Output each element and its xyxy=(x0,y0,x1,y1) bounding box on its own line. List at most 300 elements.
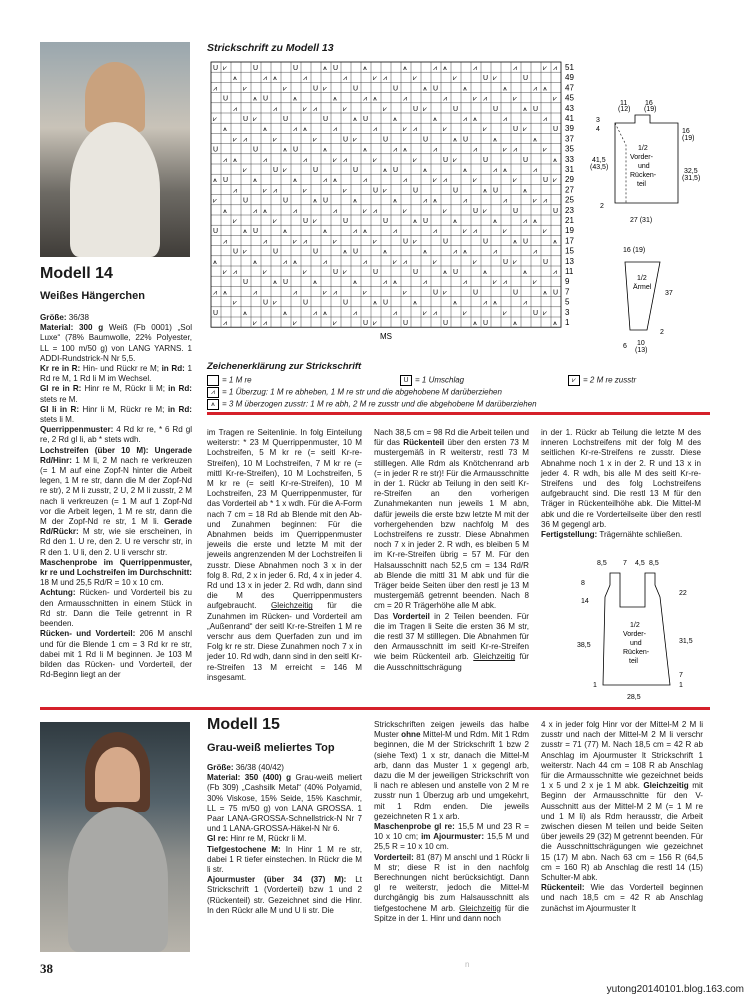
stitch-symbol: ⩘ xyxy=(433,309,437,317)
stitch-symbol: ⩘ xyxy=(363,95,367,103)
stitch-symbol: ⩘ xyxy=(533,85,537,93)
paragraph: Ajourmuster (über 34 (37) M): Lt Strickschrift 1 (Vorderteil) bzw 1 und 2 (Rückenteil) str. Gezeichnet sind die Hinr. In den Rückr alle M und U li str. Die xyxy=(207,875,362,915)
stitch-symbol: ⩘ xyxy=(493,167,497,174)
stitch-symbol: ⩗ xyxy=(553,177,557,185)
stitch-symbol: U xyxy=(513,207,519,215)
stitch-symbol: ⩗ xyxy=(443,207,447,215)
stitch-symbol: ⩘ xyxy=(263,238,267,246)
stitch-symbol: U xyxy=(483,320,489,327)
dim-label: (43,5) xyxy=(590,164,609,171)
stitch-symbol: ⩗ xyxy=(513,177,517,185)
stitch-symbol: ⩗ xyxy=(473,258,477,266)
row-number: 15 xyxy=(565,246,574,256)
legend-text: = 1 Überzug: 1 M re abheben, 1 M re str und die abgehobene M darüberziehen xyxy=(222,387,502,397)
dim-label: (12) xyxy=(618,106,631,113)
dim-label: und xyxy=(630,640,642,647)
stitch-symbol: U xyxy=(393,85,399,93)
stitch-symbol: U xyxy=(483,156,489,164)
stitch-symbol: ⩘ xyxy=(473,146,477,154)
stitch-symbol: ⩘ xyxy=(483,299,487,307)
stitch-symbol: ⩚ xyxy=(473,116,477,123)
stitch-symbol: U xyxy=(483,75,489,83)
row-number: 17 xyxy=(565,236,574,246)
stitch-symbol: U xyxy=(333,269,339,276)
dim-label: 2 xyxy=(660,329,664,336)
stitch-symbol: ⩘ xyxy=(393,228,397,236)
row-number: 43 xyxy=(565,103,574,113)
stitch-symbol: ⩗ xyxy=(503,228,507,236)
stitch-symbol: ⩚ xyxy=(453,299,457,307)
stitch-symbol: ⩚ xyxy=(493,218,497,225)
knitting-chart xyxy=(207,60,574,355)
stitch-symbol: ⩘ xyxy=(473,228,477,236)
stitch-symbol: ⩚ xyxy=(333,177,337,185)
stitch-symbol: ⩗ xyxy=(243,167,247,174)
stitch-symbol: ⩚ xyxy=(243,309,247,317)
stitch-symbol: ⩗ xyxy=(363,207,367,215)
paragraph: Größe: 36/38 xyxy=(40,313,90,322)
stitch-symbol: ⩗ xyxy=(303,187,307,195)
stitch-symbol: ⩘ xyxy=(523,218,527,225)
stitch-symbol: U xyxy=(313,85,319,93)
model-15-column-1 xyxy=(207,763,362,953)
schematic-body-model14 xyxy=(575,555,705,705)
dim-label: 8,5 xyxy=(597,560,607,567)
stitch-symbol: ⩘ xyxy=(233,187,237,195)
paragraph: Das Vorderteil in 2 Teilen beenden. Für die im Tragen li Seite die ersten 36 M str, die restl 37 M stilllegen. Die Abnahmen für den Armausschnitt im seitl Kr-re-Streifen wie beim Rückenteil arb. Gleichzeitig für die Ausschnittschrägung xyxy=(374,611,529,672)
dim-label: 8 xyxy=(581,580,585,587)
stitch-symbol: U xyxy=(213,146,219,154)
row-number: 45 xyxy=(565,93,574,103)
paragraph: Tiefgestochene M: In Hinr 1 M re str, dabei 1 R tiefer einstechen. In Rückr die M li str. xyxy=(207,844,362,875)
paragraph: Fertigstellung: Trägernähte schließen. xyxy=(541,530,683,540)
stitch-symbol: U xyxy=(333,65,339,72)
chart-title: Strickschrift zu Modell 13 xyxy=(207,42,334,54)
stitch-symbol: ⩗ xyxy=(343,105,347,113)
stitch-symbol: ⩚ xyxy=(513,238,517,246)
stitch-symbol: ⩗ xyxy=(383,187,387,195)
stitch-symbol: ⩘ xyxy=(353,228,357,236)
stitch-symbol: ⩘ xyxy=(313,105,317,113)
stitch-symbol: ⩚ xyxy=(303,126,307,134)
stitch-symbol: ⩚ xyxy=(323,228,327,236)
stitch-symbol: ⩗ xyxy=(403,289,407,297)
stitch-symbol: ⩗ xyxy=(383,105,387,113)
stitch-symbol: ⩚ xyxy=(343,248,347,256)
row-number: 5 xyxy=(565,297,570,307)
stitch-symbol: U xyxy=(313,167,319,174)
paragraph: Querrippenmuster: 4 Rd kr re, * 6 Rd gl re, 2 Rd gl li, ab * stets wdh. xyxy=(40,425,192,445)
dim-label: Vorder- xyxy=(630,154,653,161)
stitch-symbol: ⩘ xyxy=(533,167,537,174)
stitch-symbol: U xyxy=(213,228,219,236)
section-divider xyxy=(207,412,710,415)
stitch-symbol: ⩗ xyxy=(433,258,437,266)
stitch-symbol: ⩚ xyxy=(213,258,217,266)
stitch-symbol: ⩘ xyxy=(523,299,527,307)
stitch-symbol: ⩗ xyxy=(363,289,367,297)
stitch-symbol: U xyxy=(483,238,489,246)
stitch-symbol: ⩚ xyxy=(233,156,237,164)
stitch-symbol: U xyxy=(363,320,369,327)
stitch-symbol: ⩗ xyxy=(453,156,457,164)
yarn-over-symbol-icon: U xyxy=(400,375,412,386)
model-14-photo xyxy=(40,42,190,257)
stitch-symbol: ⩘ xyxy=(353,309,357,317)
row-number: 11 xyxy=(565,267,574,276)
stitch-symbol: U xyxy=(283,116,289,123)
stitch-symbol: ⩚ xyxy=(283,228,287,236)
paragraph: Material: 350 (400) g Grau-weiß meliert (Fb 309) „Cashsilk Metal“ (40% Polyamid, 30% Viskose, 15% Seide, 15% Kaschmir, LL = 75 m/50 g) von LANA GROSSA. 1 Paar LANA-GROSSA-Schnellstrick-N Nr 7 und 1 LANA-GROSSA-Häkel-N Nr 6. xyxy=(207,773,363,834)
stitch-symbol: U xyxy=(363,116,369,123)
stitch-symbol: U xyxy=(433,85,439,93)
stitch-symbol: ⩚ xyxy=(523,269,527,276)
paragraph: Nach 38,5 cm = 98 Rd die Arbeit teilen und für das Rückenteil über den ersten 73 M mustergemäß in R weiterstr, restl 73 M stilllegen. Alle Rdm als Knötchenrand arb (= in jeder R re str)! Für die Armausschnitte in der 1. Rückr ab Teilung in den seitl Kr-re-Streifen an den vorherigen Zunahmekanten nun jeweils 1 M abn, dafür jeweils die erste bzw letzte M mit der vorhergehenden bzw nachfolg M des Lochstreifens re zusstr. Diese Abnahmen noch 7 x in jeder 2. R wdh, es bleiben 5 M im Kr-re-Streifen übrig = 57 M. Für den Halsausschnitt nach 52,5 cm = 134 Rd/R ab Blende die mittl 31 M abk und für die Träger beide Seiten über den restl je 13 M mustergemäß getrennt beenden. Nach 8 cm = 20 R Trägerhöhe alle M abk. xyxy=(374,428,529,611)
dim-label: teil xyxy=(629,658,638,665)
stitch-symbol: ⩘ xyxy=(493,248,497,256)
photo-figure-dress xyxy=(70,122,160,257)
stitch-symbol: ⩗ xyxy=(253,320,257,327)
stitch-symbol: U xyxy=(253,146,259,154)
stitch-symbol: U xyxy=(433,289,439,297)
stitch-symbol: ⩘ xyxy=(443,95,447,103)
stitch-symbol: ⩚ xyxy=(283,146,287,154)
legend-text: = 1 Umschlag xyxy=(415,375,465,385)
stitch-symbol: ⩚ xyxy=(483,187,487,195)
stitch-symbol: U xyxy=(413,269,419,276)
stitch-symbol: ⩚ xyxy=(423,167,427,174)
stitch-symbol: ⩚ xyxy=(213,177,217,185)
stitch-symbol: ⩘ xyxy=(403,95,407,103)
row-number: 25 xyxy=(565,195,574,205)
stitch-symbol: U xyxy=(463,136,469,144)
stitch-symbol: ⩘ xyxy=(333,289,337,297)
stitch-symbol: ⩗ xyxy=(413,75,417,83)
stitch-symbol: ⩚ xyxy=(383,167,387,174)
stitch-symbol: ⩘ xyxy=(263,320,267,327)
stitch-symbol: ⩚ xyxy=(423,85,427,93)
stitch-symbol: U xyxy=(253,65,259,72)
stitch-symbol: ⩚ xyxy=(373,95,377,103)
dim-label: 41,5 xyxy=(592,157,606,164)
stitch-symbol: U xyxy=(343,136,349,144)
stitch-symbol: U xyxy=(283,197,289,205)
stitch-symbol: U xyxy=(403,238,409,246)
center-mark: n xyxy=(465,960,470,969)
stitch-symbol: ⩚ xyxy=(253,95,257,103)
stitch-symbol: ⩘ xyxy=(513,65,517,72)
stitch-symbol: ⩗ xyxy=(493,75,497,83)
stitch-symbol: ⩚ xyxy=(523,187,527,195)
stitch-symbol: ⩘ xyxy=(433,146,437,154)
stitch-symbol: ⩚ xyxy=(393,197,397,205)
stitch-symbol: ⩚ xyxy=(353,116,357,123)
stitch-symbol: ⩚ xyxy=(323,309,327,317)
paragraph: Gl re in R: Hinr re M, Rückr li M; in Rd: stets re M. xyxy=(40,384,192,404)
stitch-symbol: ⩘ xyxy=(263,75,267,83)
dim-label: Vorder- xyxy=(623,631,646,638)
stitch-symbol: U xyxy=(353,248,359,256)
stitch-symbol: U xyxy=(223,177,229,185)
stitch-symbol: ⩗ xyxy=(233,299,237,307)
stitch-symbol: U xyxy=(343,218,349,225)
paragraph: Maschenprobe im Querrippenmuster, kr re und Lochstreifen im Durchschnitt: 18 M und 25,5 Rd/R = 10 x 10 cm. xyxy=(40,557,193,588)
stitch-symbol: ⩗ xyxy=(333,320,337,327)
stitch-symbol: U xyxy=(243,116,249,123)
stitch-symbol: ⩘ xyxy=(433,228,437,236)
stitch-symbol: ⩗ xyxy=(323,85,327,93)
stitch-symbol: ⩘ xyxy=(263,156,267,164)
stitch-symbol: ⩚ xyxy=(553,320,557,327)
paragraph: Material: 300 g Weiß (Fb 0001) „Sol Luxe“ (78% Baumwolle, 22% Polyester, LL = 100 m/50 g) von LANG YARNS. 1 ADDI-Rundstrick-N Nr 5,5. xyxy=(40,323,193,363)
stitch-symbol: ⩘ xyxy=(293,126,297,134)
stitch-symbol: ⩗ xyxy=(403,207,407,215)
stitch-symbol: ⩗ xyxy=(543,309,547,317)
stitch-symbol: ⩗ xyxy=(303,269,307,276)
stitch-symbol: ⩚ xyxy=(493,136,497,144)
stitch-symbol: ⩚ xyxy=(463,248,467,256)
stitch-symbol: U xyxy=(263,95,269,103)
stitch-symbol: ⩘ xyxy=(383,279,387,287)
dim-label: 1 xyxy=(679,682,683,689)
dim-label: Rücken- xyxy=(630,172,657,179)
stitch-symbol: U xyxy=(473,289,479,297)
stitch-symbol: ⩗ xyxy=(443,289,447,297)
stitch-symbol: U xyxy=(323,116,329,123)
stitch-symbol: ⩚ xyxy=(363,228,367,236)
stitch-symbol: ⩘ xyxy=(553,269,557,276)
dim-label: Ärmel xyxy=(633,284,652,291)
stitch-symbol: ⩗ xyxy=(433,177,437,185)
schematic-sleeve-model13 xyxy=(605,240,695,355)
stitch-symbol: ⩘ xyxy=(333,126,337,134)
stitch-symbol: U xyxy=(453,187,459,195)
stitch-symbol: ⩘ xyxy=(253,207,257,215)
stitch-symbol: ⩗ xyxy=(543,146,547,154)
stitch-symbol: ⩗ xyxy=(323,289,327,297)
stitch-symbol: ⩚ xyxy=(403,65,407,72)
row-number: 27 xyxy=(565,185,574,195)
stitch-symbol: ⩚ xyxy=(263,207,267,215)
stitch-symbol: U xyxy=(233,248,239,256)
stitch-symbol: U xyxy=(213,309,219,317)
legend-text: = 2 M re zusstr xyxy=(583,375,637,385)
stitch-symbol: ⩗ xyxy=(263,187,267,195)
stitch-symbol: ⩘ xyxy=(423,279,427,287)
stitch-symbol: U xyxy=(543,258,549,266)
stitch-symbol: U xyxy=(533,105,539,113)
stitch-symbol: ⩚ xyxy=(413,299,417,307)
stitch-symbol: ⩚ xyxy=(223,207,227,215)
stitch-symbol: ⩘ xyxy=(233,105,237,113)
stitch-symbol: ⩗ xyxy=(473,95,477,103)
stitch-symbol: ⩚ xyxy=(433,197,437,205)
sk2p-symbol-icon: ⩚ xyxy=(207,399,219,410)
paragraph: Kr re in R: Hin- und Rückr re M; in Rd: 1 Rd re M, 1 Rd li M im Wechsel. xyxy=(40,364,192,384)
model-14-subtitle: Weißes Hängerchen xyxy=(40,290,145,302)
stitch-symbol: U xyxy=(553,289,559,297)
row-number: 29 xyxy=(565,175,574,185)
stitch-symbol: ⩚ xyxy=(423,248,427,256)
stitch-symbol: U xyxy=(293,65,299,72)
stitch-symbol: ⩘ xyxy=(343,75,347,83)
model-14-column-2 xyxy=(207,428,362,698)
stitch-symbol: U xyxy=(303,218,309,225)
stitch-symbol: U xyxy=(453,269,459,276)
photo-figure-top xyxy=(68,807,168,952)
stitch-symbol: U xyxy=(303,299,309,307)
stitch-symbol: ⩘ xyxy=(483,95,487,103)
model-14-column-1 xyxy=(40,313,192,698)
stitch-symbol: U xyxy=(273,167,279,174)
stitch-symbol: U xyxy=(503,258,509,266)
model-14-column-4 xyxy=(541,428,701,548)
stitch-symbol: ⩗ xyxy=(373,238,377,246)
stitch-symbol: ⩚ xyxy=(443,65,447,72)
dim-label: 1/2 xyxy=(630,622,640,629)
dim-label: 16 xyxy=(645,100,653,107)
stitch-symbol: ⩚ xyxy=(323,146,327,154)
stitch-symbol: ⩚ xyxy=(513,320,517,327)
stitch-symbol: ⩘ xyxy=(503,197,507,205)
stitch-symbol: U xyxy=(493,187,499,195)
stitch-symbol: ⩚ xyxy=(453,136,457,144)
row-number: 37 xyxy=(565,134,574,144)
ssk-symbol-icon: ⩘ xyxy=(207,387,219,398)
stitch-symbol: ⩚ xyxy=(263,126,267,134)
row-number: 49 xyxy=(565,73,574,83)
stitch-symbol: ⩚ xyxy=(273,279,277,287)
stitch-symbol: ⩗ xyxy=(273,218,277,225)
stitch-symbol: ⩗ xyxy=(473,177,477,185)
stitch-symbol: U xyxy=(373,187,379,195)
dim-label: 38,5 xyxy=(577,642,591,649)
dim-label: 16 (19) xyxy=(623,247,646,254)
stitch-symbol: ⩗ xyxy=(463,228,467,236)
dim-label: 31,5 xyxy=(679,638,693,645)
legend-item-sk2p xyxy=(207,399,537,410)
stitch-symbol: ⩗ xyxy=(523,126,527,134)
stitch-symbol: ⩗ xyxy=(423,309,427,317)
stitch-symbol: ⩘ xyxy=(273,105,277,113)
center-stitch-label: MS xyxy=(380,332,392,342)
stitch-symbol: ⩗ xyxy=(413,156,417,164)
stitch-symbol: ⩗ xyxy=(503,146,507,154)
row-number: 21 xyxy=(565,216,574,225)
stitch-symbol: ⩚ xyxy=(393,279,397,287)
dim-label: 1/2 xyxy=(638,145,648,152)
stitch-symbol: ⩘ xyxy=(403,258,407,266)
dim-label: 4,5 xyxy=(635,560,645,567)
stitch-symbol: ⩗ xyxy=(553,95,557,103)
stitch-symbol: ⩘ xyxy=(293,289,297,297)
stitch-symbol: U xyxy=(493,105,499,113)
stitch-symbol: ⩘ xyxy=(373,126,377,134)
row-number: 41 xyxy=(565,114,574,123)
stitch-symbol: ⩘ xyxy=(513,146,517,154)
stitch-symbol: ⩚ xyxy=(333,95,337,103)
dim-label: 14 xyxy=(581,598,589,605)
stitch-symbol: ⩚ xyxy=(523,105,527,113)
legend-item-ssk xyxy=(207,387,502,398)
stitch-symbol: ⩚ xyxy=(453,218,457,225)
stitch-symbol: ⩗ xyxy=(333,156,337,164)
stitch-symbol: ⩗ xyxy=(543,228,547,236)
stitch-symbol: ⩚ xyxy=(373,299,377,307)
stitch-symbol: ⩘ xyxy=(533,248,537,256)
stitch-symbol: U xyxy=(293,146,299,154)
stitch-symbol: ⩚ xyxy=(473,320,477,327)
stitch-symbol: U xyxy=(353,167,359,174)
stitch-symbol: ⩚ xyxy=(493,299,497,307)
stitch-symbol: ⩗ xyxy=(403,126,407,134)
stitch-symbol: U xyxy=(443,156,449,164)
dim-label: 6 xyxy=(623,343,627,350)
stitch-symbol: ⩗ xyxy=(243,85,247,93)
stitch-symbol: U xyxy=(243,279,249,287)
stitch-symbol: ⩚ xyxy=(253,258,257,266)
stitch-symbol: U xyxy=(513,289,519,297)
knit-symbol-icon xyxy=(207,375,219,386)
dim-label: 7 xyxy=(623,560,627,567)
row-number: 13 xyxy=(565,256,574,266)
stitch-symbol: ⩘ xyxy=(553,65,557,72)
dim-label: (13) xyxy=(635,347,648,354)
stitch-symbol: ⩗ xyxy=(543,65,547,72)
stitch-symbol: U xyxy=(223,95,229,103)
stitch-symbol: ⩚ xyxy=(323,65,327,72)
paragraph: Achtung: Rücken- und Vorderteil bis zu den Armausschnitten in einem Stück in Rd str. Dann die Teile getrennt in R beenden. xyxy=(40,588,192,629)
schematic-body-model13 xyxy=(590,95,710,230)
stitch-symbol: ⩗ xyxy=(283,167,287,174)
stitch-symbol: ⩚ xyxy=(353,279,357,287)
stitch-symbol: ⩘ xyxy=(283,258,287,266)
stitch-symbol: ⩚ xyxy=(243,228,247,236)
paragraph: Vorderteil: 81 (87) M anschl und 1 Rückr li M str; diese R ist in den nachfolg Berechnungen nicht berücksichtigt. Dann gl re weiterstr, jedoch die Mittel-M durchgängig bis zum Halsausschnitt als tiefgestochene M arb. Gleichzeitig für die Spitze in der 1. Hinr und dann noch xyxy=(374,852,529,923)
stitch-symbol: U xyxy=(543,177,549,185)
stitch-symbol: ⩘ xyxy=(543,116,547,123)
dim-label: 27 (31) xyxy=(630,217,653,224)
stitch-symbol: ⩘ xyxy=(213,85,217,93)
stitch-symbol: ⩚ xyxy=(463,85,467,93)
stitch-symbol: ⩗ xyxy=(253,116,257,123)
dim-label: 8,5 xyxy=(649,560,659,567)
stitch-symbol: ⩗ xyxy=(533,279,537,287)
stitch-symbol: ⩘ xyxy=(213,289,217,297)
dim-label: (19) xyxy=(644,106,657,113)
stitch-symbol: ⩚ xyxy=(543,289,547,297)
stitch-symbol: U xyxy=(443,320,449,327)
model-15-column-3 xyxy=(541,720,703,953)
stitch-symbol: U xyxy=(553,126,559,134)
paragraph: Rückenteil: Wie das Vorderteil beginnen und nach 18,5 cm = 42 R ab Anschlag zunächst im Ajourmuster lt xyxy=(541,883,703,913)
stitch-symbol: ⩚ xyxy=(363,65,367,72)
watermark: yutong20140101.blog.163.com xyxy=(606,984,744,995)
stitch-symbol: ⩚ xyxy=(463,167,467,174)
stitch-symbol: ⩚ xyxy=(223,289,227,297)
stitch-symbol: ⩗ xyxy=(393,258,397,266)
stitch-symbol: ⩚ xyxy=(413,218,417,225)
stitch-symbol: ⩘ xyxy=(453,248,457,256)
paragraph: 4 x in jeder folg Hinr vor der Mittel-M 2 M li zusstr und nach der Mittel-M 2 M li verschr zusstr = 71 (77) M. Nach 18,5 cm = 42 R ab Anschlag im Ajourmuster lt Strickschrift 1 weiterstr. Nach 44 cm = 108 R ab Anschlag für die Armausschnitte wie gezeichnet beids 1 x 5 und 2 x je 1 M abk. Gleichzeitig mit Beginn der Armausschnitte für den V-Ausschnitt aus der Mittel-M 2 M (= 1 M re und 1 M li) als Rdm herausstr, die Arbeit zwischen diesen M teilen und beide Seiten über jeweils 29 (32) M getrennt beenden. Für die Ausschnittschrägungen wie gezeichnet 15 (17) M abn. Nach 63 cm = 156 R (64,5 cm = 160 R) ab Anschlag die restl 14 (15) Schulter-M abk. xyxy=(541,720,703,883)
stitch-symbol: ⩗ xyxy=(233,218,237,225)
stitch-symbol: ⩗ xyxy=(453,75,457,83)
paragraph: Gl li in R: Hinr li M, Rückr re M; in Rd: stets li M. xyxy=(40,404,192,425)
stitch-symbol: ⩗ xyxy=(233,136,237,144)
stitch-symbol: ⩚ xyxy=(293,177,297,185)
stitch-symbol: ⩘ xyxy=(443,177,447,185)
stitch-symbol: ⩘ xyxy=(463,279,467,287)
